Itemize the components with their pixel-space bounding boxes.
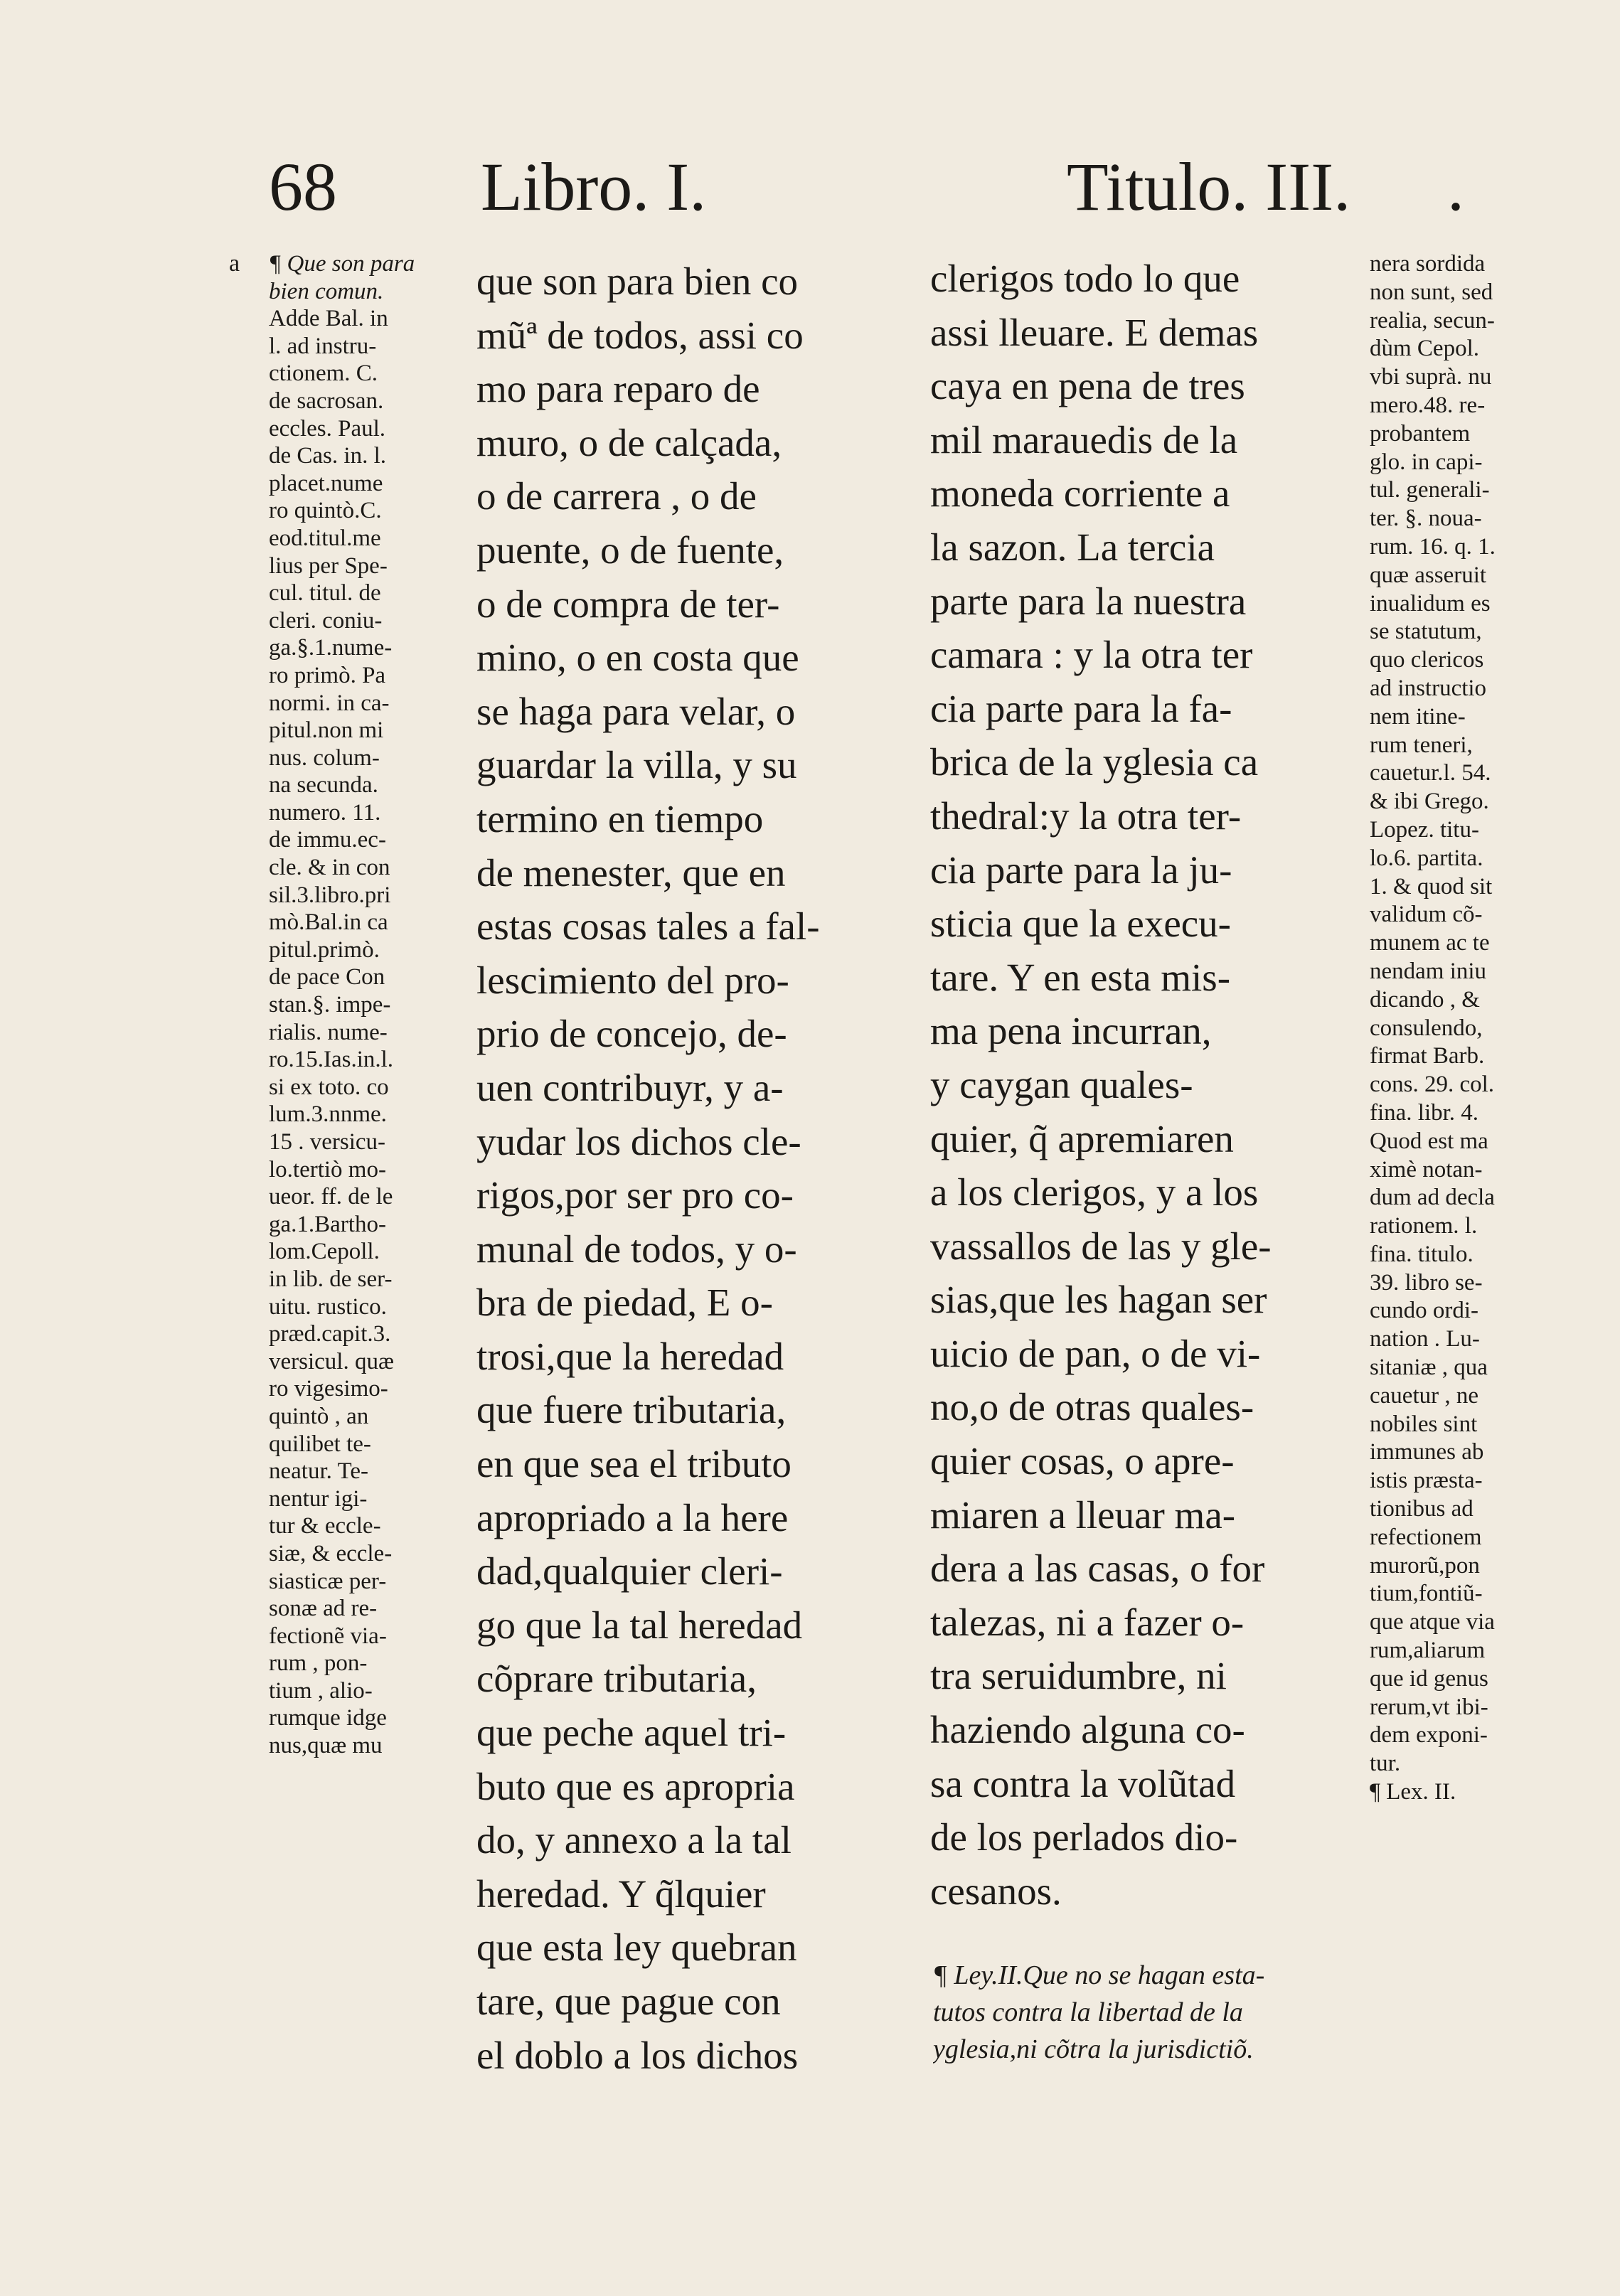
gloss-line: murorũ,pon (1370, 1552, 1480, 1579)
main-text-column-2 (930, 252, 1357, 1918)
text-line: muro, o de calçada, (476, 420, 782, 464)
text-line: sa contra la volũtad (930, 1761, 1236, 1805)
gloss-line: munem ac te (1370, 930, 1490, 956)
text-line: el doblo a los dichos (476, 2033, 799, 2077)
text-line: trosi,que la heredad (476, 1334, 784, 1378)
gloss-line: sonæ ad re- (269, 1596, 378, 1622)
gloss-line: siasticæ per- (269, 1568, 387, 1594)
gloss-line: cle. & in con (269, 855, 390, 881)
gloss-line: ueor. ff. de le (269, 1184, 393, 1210)
text-line: miaren a lleuar ma- (930, 1493, 1236, 1537)
gloss-line: se statutum, (1370, 619, 1482, 645)
text-line: mil marauedis de la (930, 417, 1238, 461)
gloss-line: placet.nume (269, 470, 383, 496)
text-line: y caygan quales- (930, 1062, 1193, 1106)
gloss-line: firmat Barb. (1370, 1043, 1485, 1069)
text-line: tra seruidumbre, ni (930, 1654, 1227, 1698)
gloss-line: dùm Cepol. (1370, 336, 1479, 362)
text-line: puente, o de fuente, (476, 528, 784, 572)
gloss-line: tium , alio- (269, 1677, 373, 1704)
gloss-line: siæ, & eccle- (269, 1540, 393, 1566)
text-line: cõprare tributaria, (476, 1657, 757, 1701)
text-line: sias,que les hagan ser (930, 1278, 1267, 1322)
text-line: que peche aquel tri- (476, 1711, 787, 1755)
text-line: assi lleuare. E demas (930, 310, 1259, 354)
text-line: tare, que pague con (476, 1980, 781, 2023)
text-line: heredad. Y q̃lquier (476, 1871, 766, 1916)
gloss-line: in lib. de ser- (269, 1266, 393, 1292)
gloss-line: nation . Lu- (1370, 1326, 1480, 1352)
text-line: uen contribuyr, y a- (476, 1065, 784, 1109)
gloss-line: quo clericos (1370, 647, 1484, 673)
gloss-line: uitu. rustico. (269, 1293, 387, 1320)
gloss-line: dem exponi- (1370, 1722, 1488, 1748)
gloss-line: rumque idge (269, 1705, 387, 1731)
gloss-line: 39. libro se- (1370, 1269, 1483, 1296)
gloss-line: tul. generali- (1370, 477, 1490, 503)
text-line: brica de la yglesia ca (930, 740, 1259, 784)
text-line: go que la tal heredad (476, 1603, 803, 1647)
text-line: a los clerigos, y a los (930, 1170, 1259, 1214)
gloss-line: fina. libr. 4. (1370, 1099, 1479, 1126)
gloss-line: ga.§.1.nume- (269, 635, 393, 661)
gloss-line: ctionem. C. (269, 361, 378, 387)
text-line: prio de concejo, de- (476, 1012, 787, 1056)
gloss-line: nobiles sint (1370, 1411, 1478, 1437)
gloss-line: Lopez. titu- (1370, 816, 1479, 843)
gloss-line: rum , pon- (269, 1650, 368, 1677)
gloss-line: de sacrosan. (269, 388, 384, 414)
gloss-line: ro vigesimo- (269, 1376, 388, 1402)
gloss-line: rum,aliarum (1370, 1638, 1486, 1664)
header-book-title: Libro. I. (481, 149, 707, 225)
gloss-line: realia, secun- (1370, 307, 1495, 333)
gloss-line: si ex toto. co (269, 1074, 389, 1100)
text-line: o de carrera , o de (476, 474, 757, 518)
gloss-line: & ibi Grego. (1370, 789, 1489, 815)
gloss-line: non sunt, sed (1370, 279, 1493, 305)
text-line: uicio de pan, o de vi- (930, 1331, 1261, 1375)
gloss-line: ro quintò.C. (269, 498, 382, 524)
gloss-line: rationem. l. (1370, 1213, 1478, 1239)
gloss-line: cleri. coniu- (269, 607, 383, 634)
gloss-line: rum. 16. q. 1. (1370, 533, 1496, 560)
gloss-line: cundo ordi- (1370, 1298, 1479, 1324)
gloss-line: lo.6. partita. (1370, 845, 1483, 871)
gloss-line: tionibus ad (1370, 1496, 1474, 1522)
text-line: mo para reparo de (476, 367, 760, 411)
main-text-column-1 (476, 255, 896, 2082)
text-line: termino en tiempo (476, 796, 764, 840)
text-line: parte para la nuestra (930, 579, 1247, 623)
gloss-line: mò.Bal.in ca (269, 909, 388, 936)
text-line: que son para bien co (476, 260, 799, 303)
gloss-line: de immu.ec- (269, 827, 386, 853)
gloss-line: eccles. Paul. (269, 415, 386, 442)
gloss-line: nus. colum- (269, 744, 380, 771)
gloss-line: lius per Spe- (269, 552, 388, 579)
law-rubric-heading (933, 1957, 1360, 2068)
text-line: cia parte para la fa- (930, 686, 1232, 730)
gloss-line: ro primò. Pa (269, 662, 386, 688)
text-line: quier cosas, o apre- (930, 1439, 1235, 1483)
text-line: tare. Y en esta mis- (930, 955, 1231, 999)
text-line: se haga para velar, o (476, 689, 796, 733)
running-header (0, 149, 1620, 238)
gloss-line: tur. (1370, 1751, 1401, 1777)
text-line: o de compra de ter- (476, 582, 780, 626)
gloss-line: bien comun. (269, 278, 384, 304)
text-line: moneda corriente a (930, 471, 1230, 516)
gloss-line: ga.1.Bartho- (269, 1211, 386, 1237)
text-line: de los perlados dio- (930, 1815, 1238, 1859)
text-line: lescimiento del pro- (476, 958, 789, 1002)
text-line: buto que es apropria (476, 1764, 795, 1808)
text-line: que esta ley quebran (476, 1926, 797, 1970)
text-line: camara : y la otra ter (930, 633, 1253, 677)
text-line: cia parte para la ju- (930, 848, 1232, 892)
left-margin-gloss (269, 250, 482, 1760)
gloss-line: quæ asseruit (1370, 562, 1487, 588)
text-line: rigos,por ser pro co- (476, 1173, 794, 1217)
gloss-line: versicul. quæ (269, 1348, 394, 1374)
text-line: guardar la villa, y su (476, 743, 797, 787)
gloss-line: 1. & quod sit (1370, 873, 1493, 899)
text-line: munal de todos, y o- (476, 1227, 797, 1271)
gloss-line: Quod est ma (1370, 1128, 1488, 1154)
gloss-line: immunes ab (1370, 1439, 1484, 1465)
gloss-line: eod.titul.me (269, 525, 381, 551)
gloss-line: que atque via (1370, 1609, 1495, 1635)
gloss-line: vbi suprà. nu (1370, 364, 1492, 390)
gloss-line: na secunda. (269, 772, 378, 799)
gloss-line: quilibet te- (269, 1431, 371, 1457)
gloss-line: tium,fontiũ- (1370, 1581, 1483, 1607)
gloss-line: de pace Con (269, 964, 385, 991)
gloss-line: normi. in ca- (269, 690, 390, 716)
gloss-line: rialis. nume- (269, 1019, 388, 1045)
gloss-line: ¶ Lex. II. (1370, 1779, 1456, 1805)
gloss-line: quintò , an (269, 1403, 369, 1429)
gloss-line: ro.15.Ias.in.l. (269, 1047, 394, 1073)
gloss-line: Adde Bal. in (269, 306, 388, 332)
gloss-line: fina. titulo. (1370, 1241, 1474, 1267)
text-line: estas cosas tales a fal- (476, 904, 820, 949)
gloss-line: ¶ Que son para (269, 251, 415, 277)
gloss-line: cul. titul. de (269, 580, 381, 607)
text-line: mũª de todos, assi co (476, 313, 804, 357)
gloss-line: pitul.non mi (269, 717, 384, 744)
gloss-line: 15 . versicu- (269, 1129, 386, 1155)
gloss-line: lom.Cepoll. (269, 1239, 380, 1265)
gloss-line: neatur. Te- (269, 1458, 369, 1485)
gloss-line: cauetur.l. 54. (1370, 760, 1491, 786)
text-line: apropriado a la here (476, 1495, 789, 1539)
text-line: en que sea el tributo (476, 1442, 792, 1486)
text-line: yudar los dichos cle- (476, 1119, 801, 1163)
gloss-line: nus,quæ mu (269, 1733, 383, 1759)
gloss-line: præd.capit.3. (269, 1321, 391, 1347)
text-line: caya en pena de tres (930, 364, 1245, 408)
text-line: thedral:y la otra ter- (930, 794, 1242, 838)
gloss-line: nera sordida (1370, 251, 1486, 277)
gloss-line: istis præsta- (1370, 1468, 1483, 1494)
header-section-title: Titulo. III. (1067, 149, 1351, 225)
gloss-line: nendam iniu (1370, 958, 1487, 984)
gloss-line: l. ad instru- (269, 333, 377, 359)
text-line: sticia que la execu- (930, 902, 1231, 946)
gloss-line: mero.48. re- (1370, 392, 1486, 418)
text-line: que fuere tributaria, (476, 1388, 787, 1432)
gloss-line: de Cas. in. l. (269, 443, 386, 469)
text-line: cesanos. (930, 1869, 1062, 1913)
gloss-line: cauetur , ne (1370, 1382, 1478, 1409)
gloss-line: rum teneri, (1370, 732, 1473, 758)
text-line: do, y annexo a la tal (476, 1818, 792, 1862)
gloss-line: validum cõ- (1370, 902, 1483, 928)
gloss-line: nentur igi- (269, 1485, 368, 1512)
rubric-line: tutos contra la libertad de la (933, 1997, 1243, 2027)
gloss-line: que id genus (1370, 1665, 1488, 1692)
text-line: bra de piedad, E o- (476, 1281, 773, 1325)
text-line: la sazon. La tercia (930, 525, 1215, 569)
rubric-line: yglesia,ni cõtra la jurisdictiõ. (933, 2034, 1254, 2064)
text-line: clerigos todo lo que (930, 257, 1240, 300)
gloss-line: dicando , & (1370, 986, 1480, 1013)
gloss-line: inualidum es (1370, 590, 1491, 616)
gloss-line: glo. in capi- (1370, 449, 1483, 475)
text-line: vassallos de las y gle- (930, 1224, 1272, 1268)
gloss-line: consulendo, (1370, 1015, 1483, 1041)
gloss-line: tur & eccle- (269, 1513, 381, 1539)
gloss-line: stan.§. impe- (269, 992, 391, 1018)
gloss-line: numero. 11. (269, 799, 381, 826)
text-line: no,o de otras quales- (930, 1385, 1254, 1429)
rubric-line: ¶ Ley.II.Que no se hagan esta- (933, 1960, 1265, 1990)
gloss-line: sitaniæ , qua (1370, 1355, 1488, 1381)
gloss-line: refectionem (1370, 1524, 1482, 1550)
gloss-line: cons. 29. col. (1370, 1072, 1495, 1098)
gloss-line: ad instructio (1370, 675, 1487, 701)
text-line: talezas, ni a fazer o- (930, 1600, 1245, 1644)
gloss-line: probantem (1370, 420, 1471, 447)
gloss-line: lum.3.nnme. (269, 1101, 387, 1128)
gloss-line: nem itine- (1370, 703, 1466, 730)
gloss-line: ter. §. noua- (1370, 506, 1482, 532)
text-line: dad,qualquier cleri- (476, 1549, 783, 1593)
page-number: 68 (269, 149, 337, 225)
right-margin-gloss (1370, 250, 1583, 1807)
gloss-line: dum ad decla (1370, 1185, 1495, 1211)
header-dot: . (1447, 149, 1464, 225)
text-line: dera a las casas, o for (930, 1547, 1265, 1591)
text-line: mino, o en costa que (476, 636, 799, 680)
text-line: haziendo alguna co- (930, 1708, 1245, 1752)
margin-note-marker: a (229, 250, 240, 277)
text-line: ma pena incurran, (930, 1009, 1212, 1053)
gloss-line: lo.tertiò mo- (269, 1156, 386, 1182)
text-line: de menester, que en (476, 850, 786, 895)
text-line: quier, q̃ apremiaren (930, 1116, 1234, 1160)
gloss-line: fectionẽ via- (269, 1623, 387, 1649)
gloss-line: rerum,vt ibi- (1370, 1694, 1488, 1720)
gloss-line: pitul.primò. (269, 936, 380, 963)
gloss-line: sil.3.libro.pri (269, 882, 391, 908)
gloss-line: ximè notan- (1370, 1156, 1483, 1182)
